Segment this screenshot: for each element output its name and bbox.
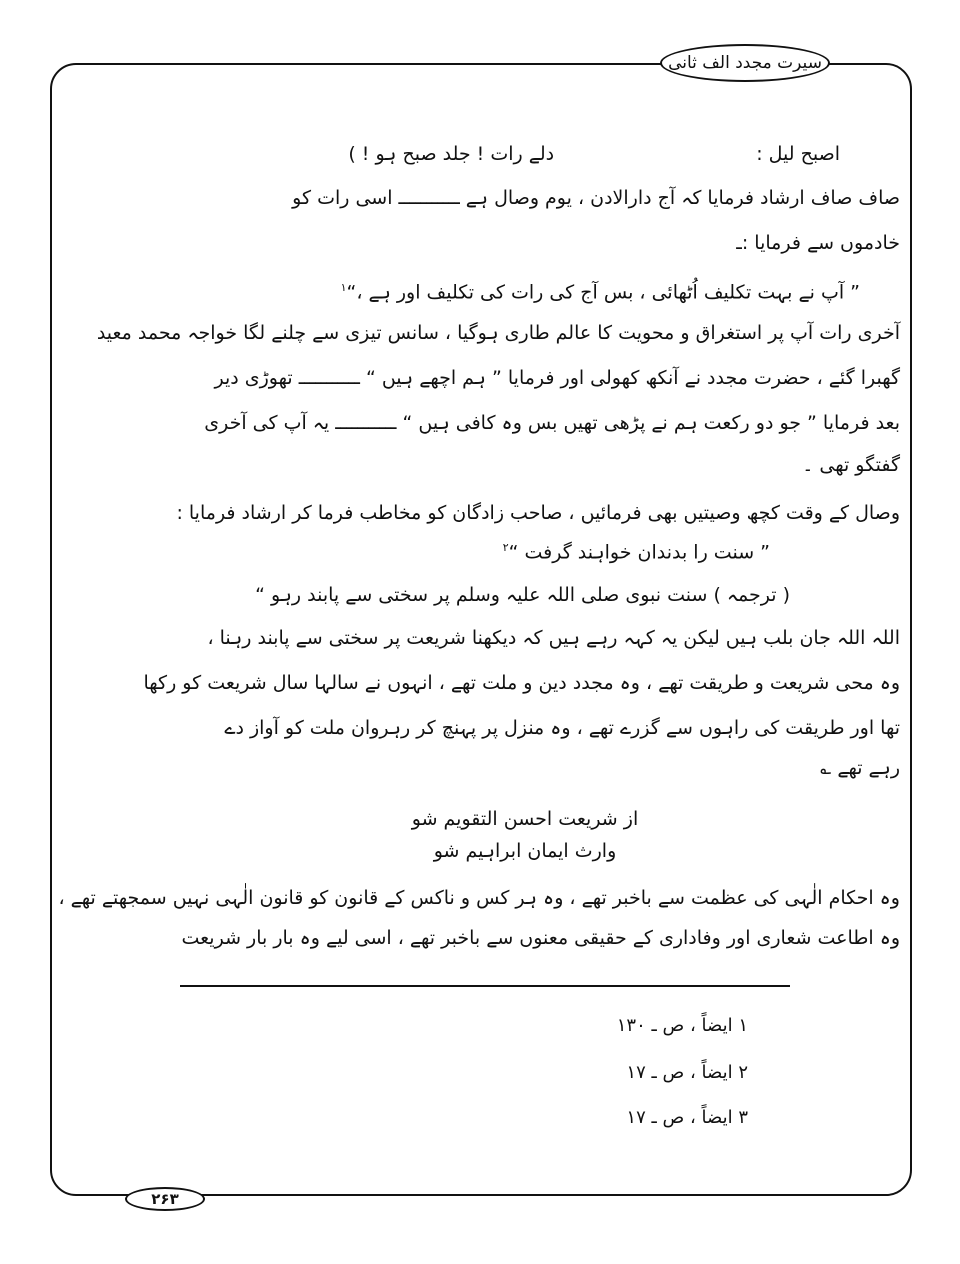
page-number xyxy=(125,1187,205,1211)
header-title: سیرت مجدد الف ثانی xyxy=(668,53,822,73)
heading-left: اصبح لیل : xyxy=(756,143,840,165)
text-line: رہے تھے ؎ xyxy=(820,757,900,779)
footnote-divider xyxy=(180,985,790,987)
text-line: ” آپ نے بہت تکلیف اُٹھائی ، بس آج کی رات کی تکلیف اور ہے ،“$^۱$ xyxy=(340,281,860,304)
text-line: صاف صاف ارشاد فرمایا کہ آج دارالادن ، یوم وصال ہے ـــــــــــ اسی رات کو xyxy=(292,187,900,209)
text-line: گھبرا گئے ، حضرت مجدد نے آنکھ کھولی اور فرمایا ” ہم اچھے ہیں “ ـــــــــــ تھوڑی دیر xyxy=(214,367,900,389)
heading-line xyxy=(348,143,840,165)
footnote: ۳ ایضاً ، ص ـ ۱۷ xyxy=(626,1107,748,1128)
couplet-line: از شریعت احسن التقویم شو xyxy=(411,808,639,830)
text-line: وہ اطاعت شعاری اور وفاداری کے حقیقی معنوں سے باخبر تھے ، اسی لیے وہ بار بار شریعت xyxy=(181,927,900,949)
text-line: وہ احکام الٰہی کی عظمت سے باخبر تھے ، وہ ہر کس و ناکس کے قانون کو قانون الٰہی نہیں سمجھتے تھے ، xyxy=(58,887,900,909)
footnote: ۲ ایضاً ، ص ـ ۱۷ xyxy=(626,1062,748,1083)
footnote: ۱ ایضاً ، ص ـ ۱۳۰ xyxy=(616,1015,748,1036)
footnote-mark: ۲ xyxy=(502,541,509,554)
text-line: تھا اور طریقت کی راہوں سے گزرے تھے ، وہ منزل پر پہنچ کر رہروان ملت کو آواز دے xyxy=(224,717,900,739)
text-line: بعد فرمایا ” جو دو رکعت ہم نے پڑھی تھیں بس وہ کافی ہیں “ ـــــــــــ یہ آپ کی آخری xyxy=(204,412,900,434)
running-header xyxy=(660,44,830,82)
text-line: گفتگو تھی ۔ xyxy=(802,454,900,476)
text-line: ” سنت را بدندان خواہند گرفت “$^۲$ xyxy=(502,541,770,564)
text-line: خادموں سے فرمایا :ـ xyxy=(736,232,900,254)
footnote-mark: ۱ xyxy=(340,281,347,294)
couplet-line: وارث ایمان ابراہیم شو xyxy=(433,840,617,862)
text-line: وہ محی شریعت و طریقت تھے ، وہ مجدد دین و ملت تھے ، انہوں نے سالہا سال شریعت کو رکھا xyxy=(143,672,900,694)
heading-right: دلے رات ! جلد صبح ہو ! ) xyxy=(348,143,555,165)
text-line: اللہ اللہ جان بلب ہیں لیکن یہ کہہ رہے ہیں کہ دیکھنا شریعت پر سختی سے پابند رہنا ، xyxy=(207,627,900,649)
text-line: آخری رات آپ پر استغراق و محویت کا عالم طاری ہوگیا ، سانس تیزی سے چلنے لگا خواجہ محمد معید xyxy=(96,322,900,344)
page-number-text: ۲۶۳ xyxy=(151,1190,179,1208)
text-line: وصال کے وقت کچھ وصیتیں بھی فرمائیں ، صاحب زادگان کو مخاطب فرما کر ارشاد فرمایا : xyxy=(176,502,900,524)
text-line: ( ترجمہ ) سنت نبوی صلی اللہ علیہ وسلم پر سختی سے پابند رہو “ xyxy=(255,584,790,606)
